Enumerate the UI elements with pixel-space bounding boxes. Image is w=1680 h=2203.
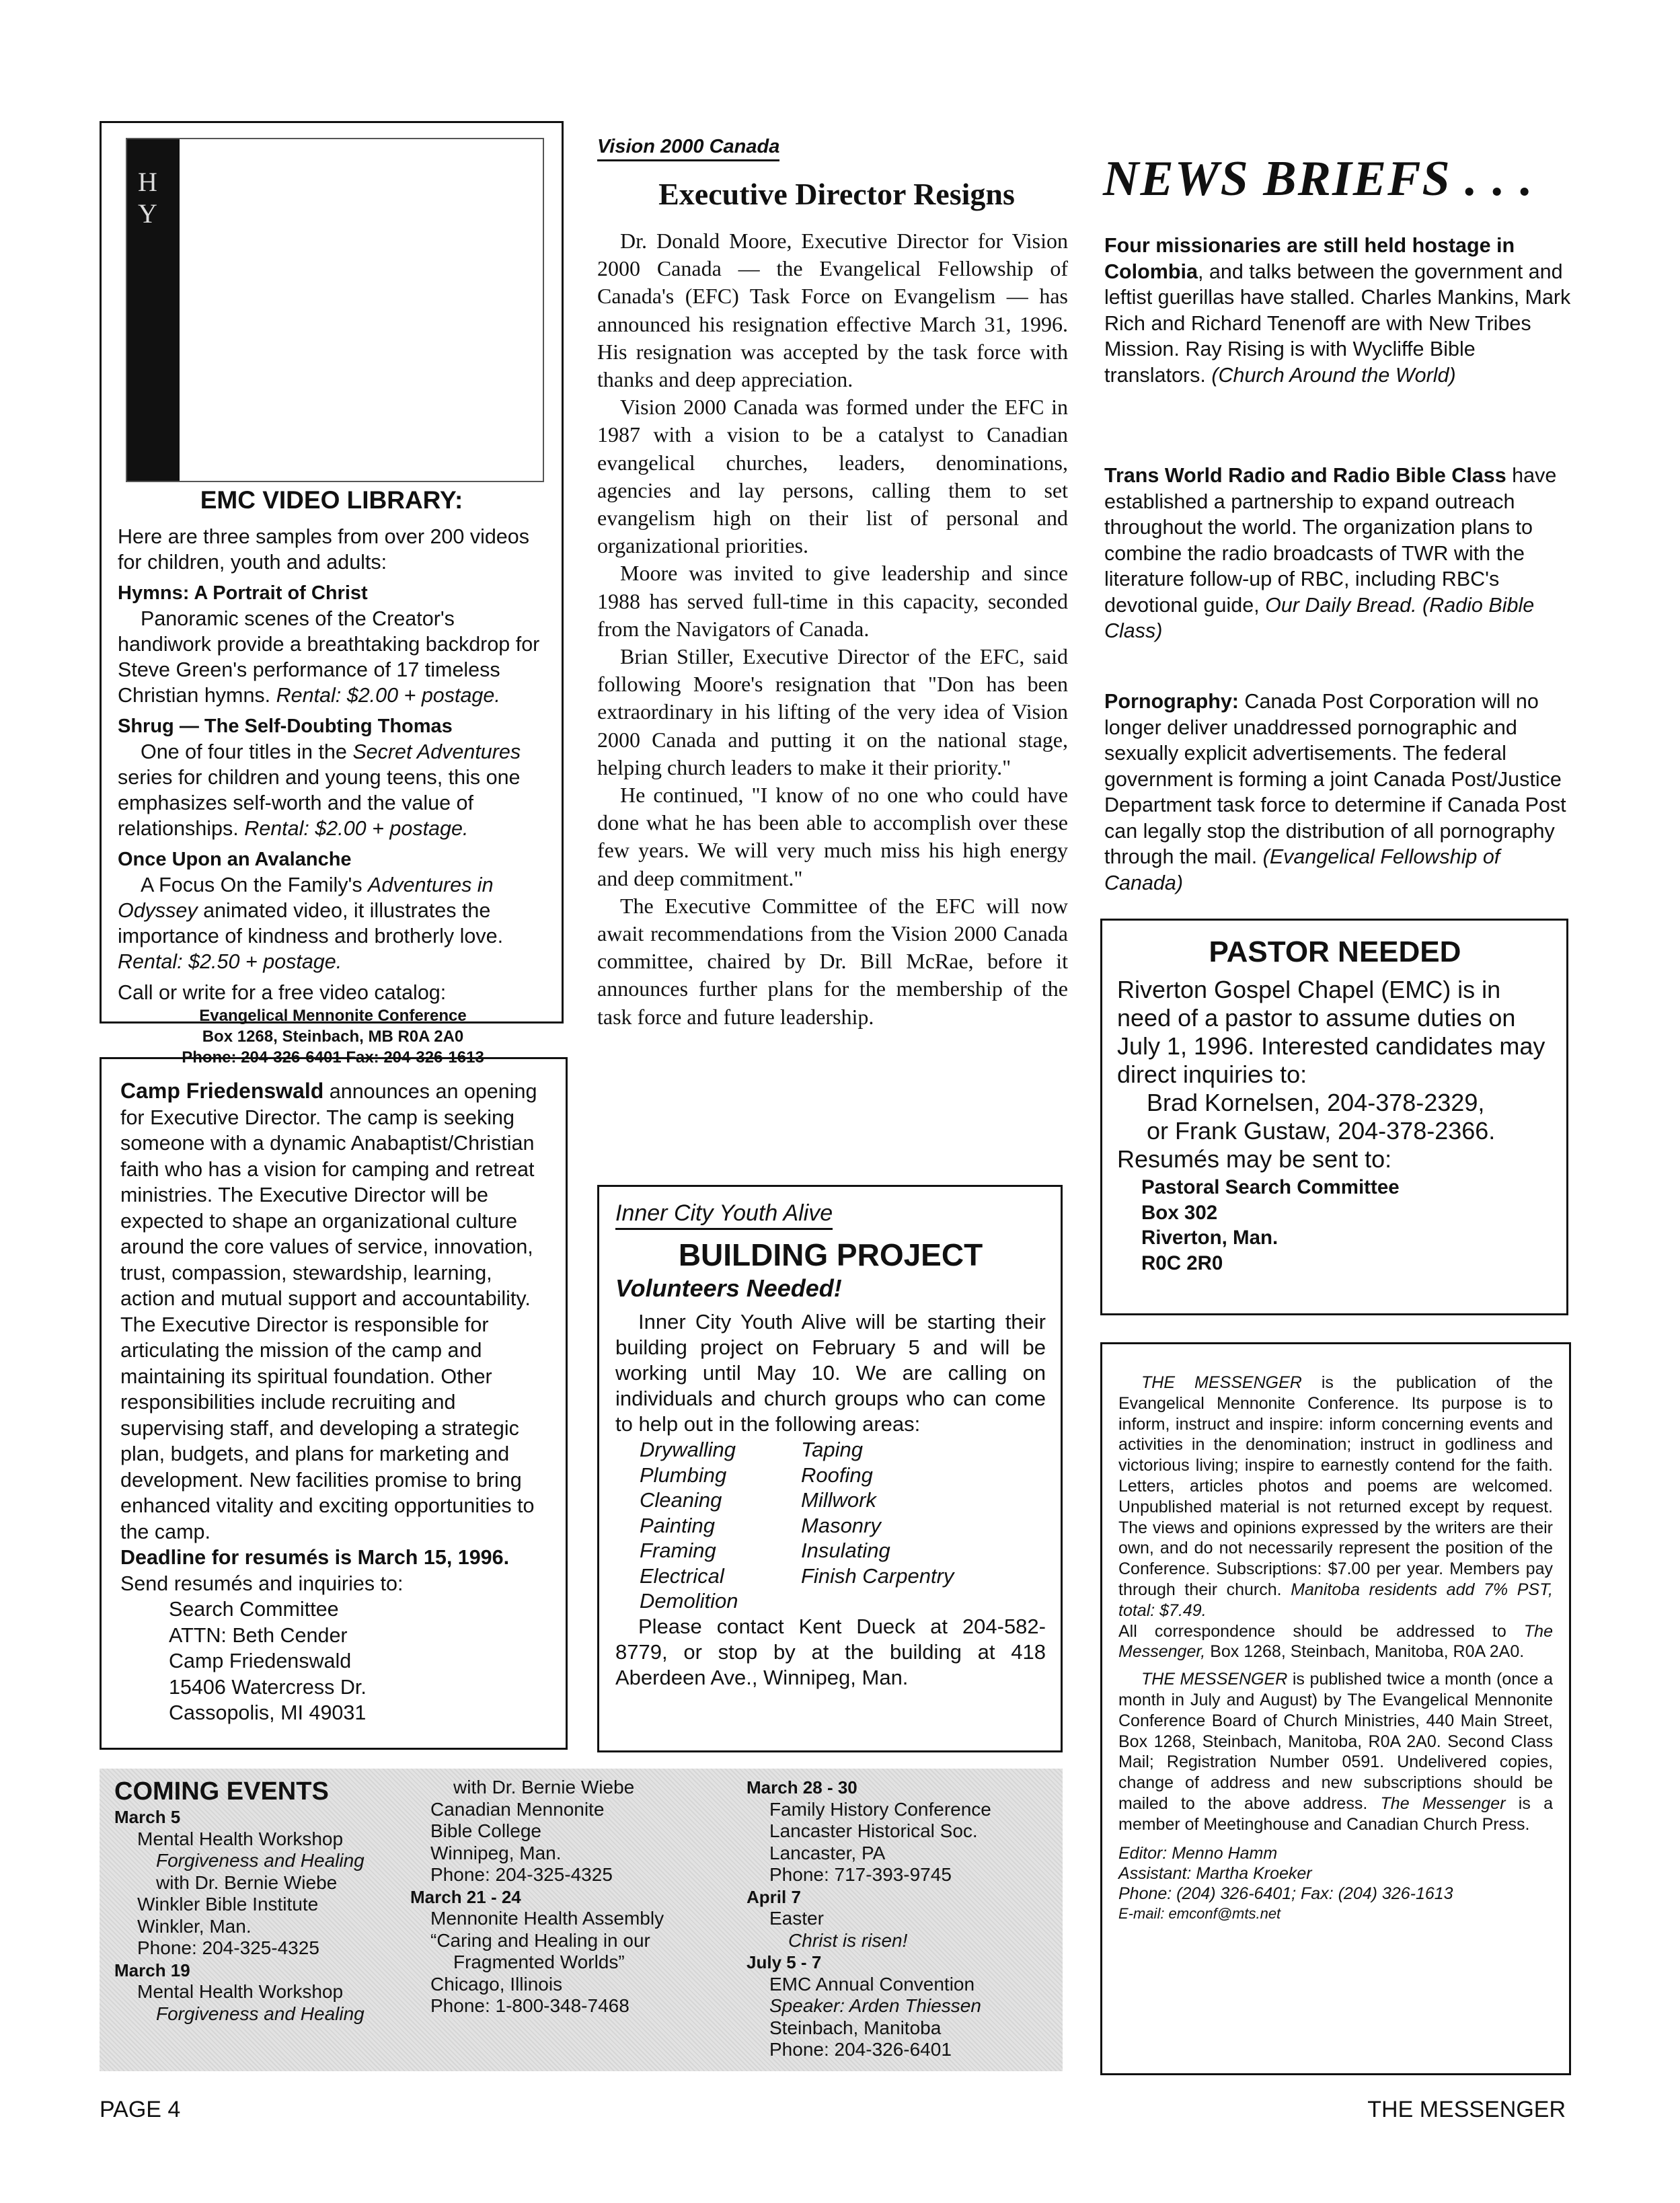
messenger-publishing: THE MESSENGER is published twice a month (once a month in July and August) by The Evangelical Mennonite Conference Board of Church Ministries, 440 Main Street, Box 1268, Steinbach, Manitoba, R0A 2A0. Second Class Mail; Registration Number 0591. Undelivered copies, change of address and new subscriptions should be mailed to the above address. The Messenger is a member of Meetinghouse and Canadian Church Press. xyxy=(1118,1670,1554,1834)
coming-events-box xyxy=(100,1769,1063,2071)
video-item-title: Shrug — The Self-Doubting Thomas xyxy=(118,716,453,737)
video-library-intro: Here are three samples from over 200 videos for children, youth and adults: xyxy=(118,525,529,574)
pastor-contact-1: Brad Kornelsen, 204-378-2329, xyxy=(1147,1089,1485,1116)
building-body xyxy=(615,1309,1046,1437)
areas-column-2: Taping Roofing Millwork Masonry Insulating Finish Carpentry xyxy=(801,1438,954,1588)
video-item-desc: A Focus On the Family's Adventures in Odyssey animated video, it illustrates the importance of kindness and brotherly love. Rental: $2.50 + postage. xyxy=(118,874,504,973)
news-briefs-headline: NEWS BRIEFS . . . xyxy=(1103,151,1534,206)
pastor-body: Riverton Gospel Chapel (EMC) is in need of a pastor to assume duties on July 1, 1996. Interested candidates may direct inquiries to: Brad Kornelsen, 204-378-2329, or Frank Gustaw, 204-378-2366. Resumés may be sent to: xyxy=(1117,976,1553,1173)
camp-send-to: Send resumés and inquiries to: xyxy=(120,1572,404,1595)
video-catalog-call: Call or write for a free video catalog: xyxy=(118,981,447,1004)
events-column-3: March 28 - 30 Family History Conference Lancaster Historical Soc. Lancaster, PA Phone: 717-393-9745 April 7 Easter Christ is risen! July 5 - 7 EMC Annual Convention Speaker: Arden Thiessen Steinbach, Manitoba Phone: 204-326-6401 xyxy=(747,1777,991,2060)
video-contact: Evangelical Mennonite Conference Box 1268, Steinbach, MB R0A 2A0 Phone: 204-326-6401 Fax: 204-326-1613 xyxy=(182,1007,484,1067)
publication-name: THE MESSENGER xyxy=(1367,2097,1566,2122)
pastor-resumes: Resumés may be sent to: xyxy=(1117,1145,1392,1173)
building-areas xyxy=(615,1437,1046,1614)
video-library-box xyxy=(100,121,564,1067)
video-item-title: Once Upon an Avalanche xyxy=(118,849,352,870)
news-brief-radio: Trans World Radio and Radio Bible Class have established a partnership to expand outreach throughout the world. The organization plans to combine the radio broadcasts of TWR with the literature follow-up of RBC, including RBC's devotional guide, Our Daily Bread. (Radio Bible Class) xyxy=(1104,464,1557,642)
news-brief-pornography: Pornography: Canada Post Corporation will no longer deliver unaddressed pornographic and sexually explicit advertisements. The federal government is forming a joint Canada Post/Justice Department task force to determine if Canada Post can legally stop the distribution of all pornography through the mail. (Evangelical Fellowship of Canada) xyxy=(1104,690,1566,894)
building-kicker: Inner City Youth Alive xyxy=(615,1200,833,1230)
messenger-correspondence: All correspondence should be addressed to The Messenger, Box 1268, Steinbach, Manitoba, R0A 2A0. xyxy=(1118,1621,1553,1662)
article-paragraph: Dr. Donald Moore, Executive Director for Vision 2000 Canada — the Evangelical Fellowship of Canada's (EFC) Task Force on Evangelism — has announced his resignation effective March 31, 1996. His resignation was accepted by the task force with thanks and deep appreciation. xyxy=(597,229,1068,392)
building-headline: BUILDING PROJECT xyxy=(678,1237,983,1272)
pastor-address: Pastoral Search Committee Box 302 Riverton, Man. R0C 2R0 xyxy=(1141,1176,1400,1274)
camp-friedenswald-box xyxy=(100,1057,568,1750)
building-contact-wrap xyxy=(615,1614,1046,1691)
building-contact: Please contact Kent Dueck at 204-582-8779, or stop by at the building at 418 Aberdeen Ave., Winnipeg, Man. xyxy=(615,1614,1046,1689)
news-brief-hostages: Four missionaries are still held hostage in Colombia, and talks between the government and leftist guerillas have stalled. Charles Mankins, Mark Rich and Richard Tenenoff are with New Tribes Mission. Ray Rising is with Wycliffe Bible translators. (Church Around the World) xyxy=(1104,234,1571,387)
building-project-box xyxy=(597,1185,1063,1752)
building-intro: Inner City Youth Alive will be starting their building project on February 5 and will be working until May 10. We are calling on individuals and church groups who can come to help out in the following areas: xyxy=(615,1310,1046,1436)
events-column-1: COMING EVENTS March 5 Mental Health Workshop Forgiveness and Healing with Dr. Bernie Wiebe Winkler Bible Institute Winkler, Man. Phone: 204-325-4325 March 19 Mental Health Workshop Forgiveness and Healing xyxy=(114,1777,365,2024)
pastor-contact-2: or Frank Gustaw, 204-378-2366. xyxy=(1147,1117,1496,1145)
pastor-headline: PASTOR NEEDED xyxy=(1209,935,1461,968)
article-kicker: Vision 2000 Canada xyxy=(597,136,779,161)
article-body xyxy=(597,227,1068,1031)
video-item-title: Hymns: A Portrait of Christ xyxy=(118,582,368,604)
camp-announcement: Camp Friedenswald announces an opening for Executive Director. The camp is seeking someone with a dynamic Anabaptist/Christian faith who has a vision for camping and retreat ministries. The Executive Director will be expected to shape an organizational culture around the core values of service, innovation, trust, compassion, stewardship, learning, action and mutual support and accountability. The Executive Director is responsible for articulating the mission of the camp and maintaining its spiritual foundation. Other responsibilities include recruiting and supervising staff, and developing a strategic plan, budgets, and plans for marketing and development. New facilities promise to bring enhanced vitality and exciting opportunities to the camp. xyxy=(120,1079,537,1543)
building-subhead: Volunteers Needed! xyxy=(615,1274,842,1302)
messenger-purpose: THE MESSENGER is the publication of the Evangelical Mennonite Conference. Its purpose is to inform, instruct and inspire: inform concerning events and activities in the denomination; instruct in godliness and victorious living; inspire to earnestly contend for the faith. Letters, articles photos and poems are welcomed. Unpublished material is not returned except by request. The views and opinions expressed by the writers are their own, and do not necessarily represent the position of the Conference. Subscriptions: $7.00 per year. Members pay through their church. Manitoba residents add 7% PST, total: $7.49. xyxy=(1118,1373,1554,1620)
article-paragraph: He continued, "I know of no one who could have done what he has been able to accomplish over these few years. We will very much miss his high energy and deep commitment." xyxy=(597,783,1068,890)
video-cover-image xyxy=(126,138,544,482)
video-spine xyxy=(127,139,180,481)
article-paragraph: Vision 2000 Canada was formed under the EFC in 1987 with a vision to be a catalyst to Canadian evangelical churches, leaders, denominations, agencies and lay persons, calling them to set evangelism high on their list of personal and organizational priorities. xyxy=(597,395,1068,558)
video-item-desc: One of four titles in the Secret Adventures series for children and young teens, this one emphasizes self-worth and the value of relationships. Rental: $2.00 + postage. xyxy=(118,740,521,840)
events-title: COMING EVENTS xyxy=(114,1777,329,1806)
events-column-2: with Dr. Bernie Wiebe Canadian Mennonite Bible College Winnipeg, Man. Phone: 204-325-4325 March 21 - 24 Mennonite Health Assembly “Caring and Healing in our Fragmented Worlds” Chicago, Illinois Phone: 1-800-348-7468 xyxy=(410,1777,664,2016)
article-paragraph: The Executive Committee of the EFC will now await recommendations from the Vision 2000 Canada committee, chaired by Dr. Bill McRae, before it announces further plans for the membership of the task force and future leadership. xyxy=(597,893,1068,1029)
messenger-staff: Editor: Menno Hamm Assistant: Martha Kroeker Phone: (204) 326-6401; Fax: (204) 326-1613 E-mail: emconf@mts.net xyxy=(1118,1843,1453,1922)
article-headline: Executive Director Resigns xyxy=(658,177,1015,211)
camp-address: Search Committee ATTN: Beth Cender Camp Friedenswald 15406 Watercress Dr. Cassopolis, MI 49031 xyxy=(169,1598,367,1724)
video-library-title: EMC VIDEO LIBRARY: xyxy=(200,486,463,514)
messenger-info-box xyxy=(1100,1342,1571,2075)
article-paragraph: Brian Stiller, Executive Director of the EFC, said following Moore's resignation that "Don has been extraordinary in his lifting of the very idea of Vision 2000 Canada and putting it on the national stage, helping church leaders to make it their priority." xyxy=(597,644,1068,779)
video-item-desc: Panoramic scenes of the Creator's handiwork provide a breathtaking backdrop for Steve Green's performance of 17 timeless Christian hymns. Rental: $2.00 + postage. xyxy=(118,607,540,707)
video-library-body xyxy=(118,524,548,1068)
article-paragraph: Moore was invited to give leadership and since 1988 has served full-time in this capacity, seconded from the Navigators of Canada. xyxy=(597,561,1068,641)
video-spine-label: H Y xyxy=(138,167,157,229)
camp-deadline: Deadline for resumés is March 15, 1996. xyxy=(120,1546,510,1569)
page-number: PAGE 4 xyxy=(100,2097,181,2122)
pastor-needed-box xyxy=(1100,919,1568,1315)
areas-column-1: Drywalling Plumbing Cleaning Painting Framing Electrical Demolition xyxy=(640,1438,738,1613)
